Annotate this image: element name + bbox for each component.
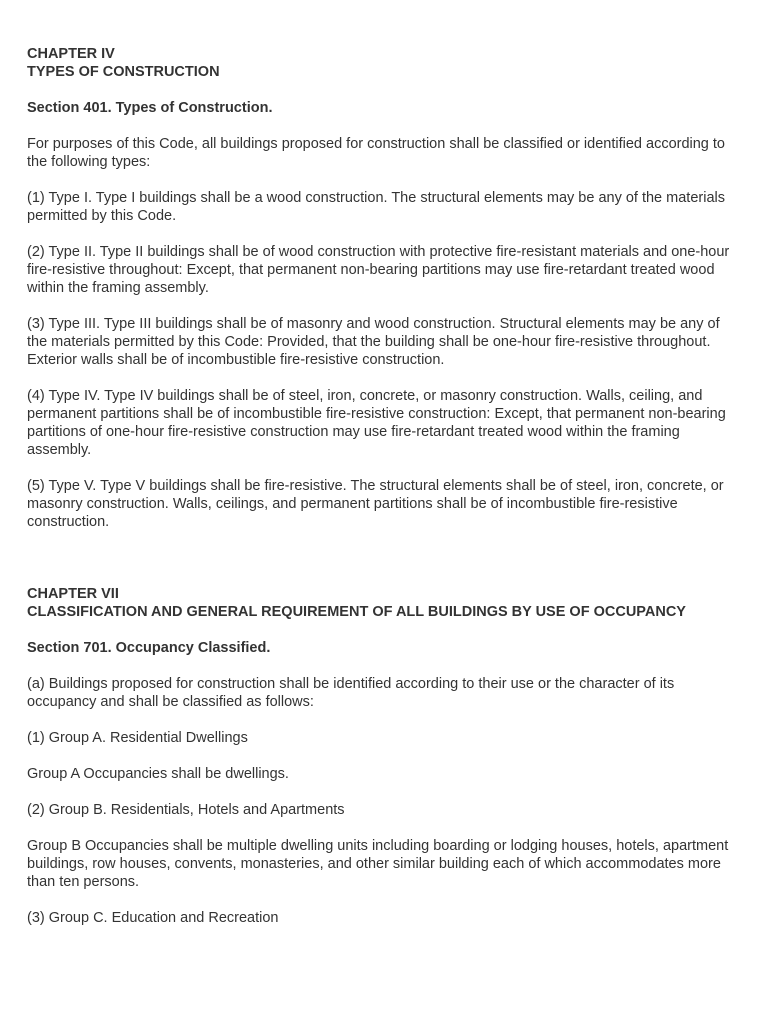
section-701-title: Section 701. Occupancy Classified. bbox=[27, 640, 271, 656]
chapter-7-label: CHAPTER VII bbox=[27, 586, 119, 602]
type-1-paragraph: (1) Type I. Type I buildings shall be a wood construction. The structural elements may be any of the materials permitted by this Code. bbox=[27, 190, 725, 224]
type-3-paragraph: (3) Type III. Type III buildings shall be of masonry and wood construction. Structural elements may be any of the materials permitted by this Code: Provided, that the building shall be one-hour fire-resistive throughout. Exterior walls shall be of incombustible fire-resistive construction. bbox=[27, 316, 720, 368]
type-4-paragraph: (4) Type IV. Type IV buildings shall be of steel, iron, concrete, or masonry construction. Walls, ceiling, and permanent partitions shall be of incombustible fire-resistive construction: Except, that permanent non-bearing partitions of one-hour fire-resistive construction may use fire-retardant treated wood within the framing assembly. bbox=[27, 388, 726, 458]
group-a-text: Group A Occupancies shall be dwellings. bbox=[27, 766, 289, 782]
type-2-paragraph: (2) Type II. Type II buildings shall be of wood construction with protective fire-resistant materials and one-hour fire-resistive throughout: Except, that permanent non-bearing partitions may use fire-retardant treated wood within the framing assembly. bbox=[27, 244, 730, 296]
type-5-paragraph: (5) Type V. Type V buildings shall be fire-resistive. The structural elements shall be of steel, iron, concrete, or masonry construction. Walls, ceilings, and permanent partitions shall be of incombustible fire-resistive construction. bbox=[27, 478, 724, 530]
section-401-title: Section 401. Types of Construction. bbox=[27, 100, 273, 116]
group-a-title: (1) Group A. Residential Dwellings bbox=[27, 730, 248, 746]
group-b-title: (2) Group B. Residentials, Hotels and Apartments bbox=[27, 802, 345, 818]
group-b-text: Group B Occupancies shall be multiple dwelling units including boarding or lodging houses, hotels, apartment buildings, row houses, convents, monasteries, and other similar building each of which accommodates more than ten persons. bbox=[27, 838, 729, 890]
section-401-intro: For purposes of this Code, all buildings proposed for construction shall be classified or identified according to the following types: bbox=[27, 136, 725, 170]
section-701-intro: (a) Buildings proposed for construction shall be identified according to their use or the character of its occupancy and shall be classified as follows: bbox=[27, 676, 675, 710]
chapter-7-title: CLASSIFICATION AND GENERAL REQUIREMENT OF ALL BUILDINGS BY USE OF OCCUPANCY bbox=[27, 604, 686, 620]
chapter-4-title: TYPES OF CONSTRUCTION bbox=[27, 64, 220, 80]
chapter-4-label: CHAPTER IV bbox=[27, 46, 115, 62]
group-c-title: (3) Group C. Education and Recreation bbox=[27, 910, 279, 926]
